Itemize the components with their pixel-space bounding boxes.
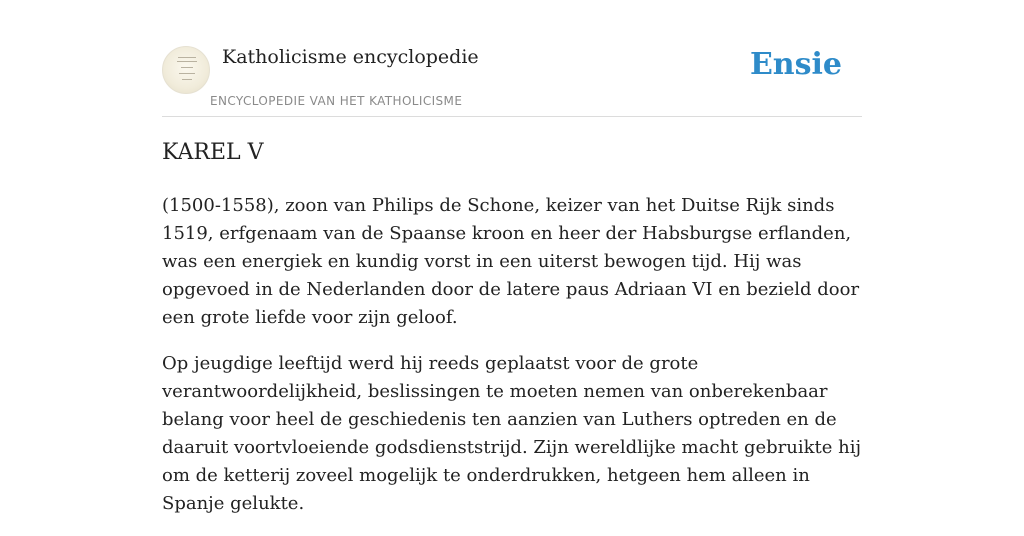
site-header (162, 0, 862, 117)
encyclopedia-title[interactable]: Katholicisme encyclopedie (222, 46, 479, 68)
article-body (162, 192, 862, 536)
book-cover-image[interactable] (162, 46, 210, 94)
article-paragraph: (1500-1558), zoon van Philips de Schone, keizer van het Duitse Rijk sinds 1519, erfgenaam van de Spaanse kroon en heer der Habsburgse erflanden, was een energiek en kundig vorst in een uiterst bewogen tijd. Hij was opgevoed in de Nederlanden door de latere paus Adriaan VI en bezield door een grote liefde voor zijn geloof. (162, 195, 860, 328)
ensie-logo[interactable]: Ensie (749, 47, 842, 82)
page (162, 0, 862, 514)
article-paragraph: Op jeugdige leeftijd werd hij reeds geplaatst voor de grote verantwoordelijkheid, beslissingen te moeten nemen van onberekenbaar belang voor heel de geschiedenis ten aanzien van Luthers optreden en de daaruit voortvloeiende godsdienststrijd. Zijn wereldlijke macht gebruikte hij om de ketterij zoveel mogelijk te onderdrukken, hetgeen hem alleen in Spanje gelukte. (162, 353, 862, 514)
encyclopedia-subtitle: ENCYCLOPEDIE VAN HET KATHOLICISME (210, 94, 463, 108)
article-title: KAREL V (162, 140, 264, 165)
